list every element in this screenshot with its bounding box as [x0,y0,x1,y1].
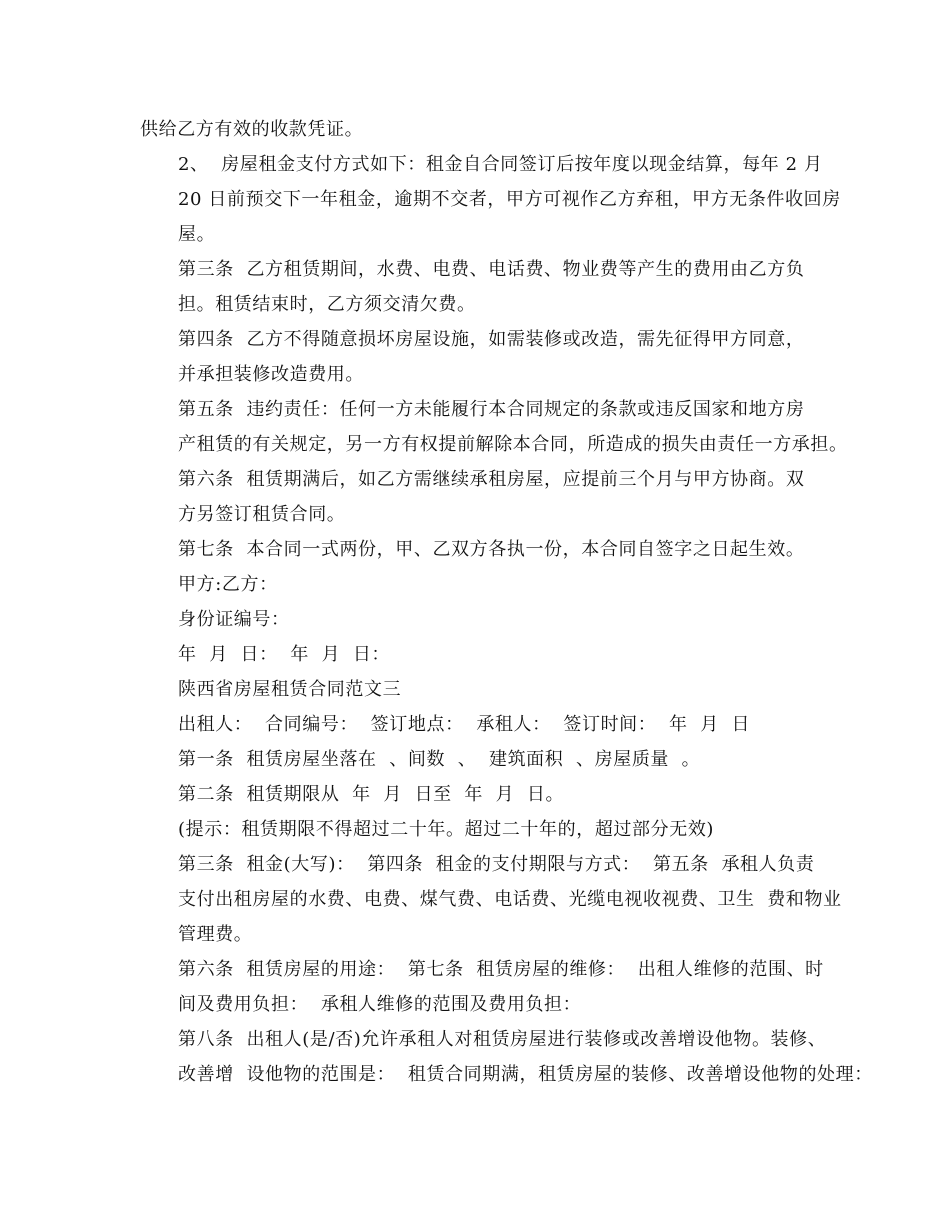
paragraph-line: 第三条 租金(大写)： 第四条 租金的支付期限与方式： 第五条 承租人负责 [178,854,815,875]
contract-paragraph [140,112,830,147]
paragraph-line: 间及费用负担： 承租人维修的范围及费用负担： [178,994,582,1015]
paragraph-line: 支付出租房屋的水费、电费、煤气费、电话费、光缆电视收视费、卫生 费和物业 [178,889,842,910]
paragraph-line: 第三条 乙方租赁期间，水费、电费、电话费、物业费等产生的费用由乙方负 [178,259,805,280]
contract-paragraph [140,812,830,847]
paragraph-line: 第四条 乙方不得随意损坏房屋设施，如需装修或改造，需先征得甲方同意， [178,329,805,350]
paragraph-line: 并承担装修改造费用。 [178,364,364,385]
contract-paragraph [140,952,830,1022]
paragraph-line: 担。租赁结束时，乙方须交清欠费。 [178,294,476,315]
contract-paragraph [140,707,830,742]
paragraph-line: 甲方:乙方： [178,574,278,595]
contract-paragraph [140,672,830,707]
paragraph-line: 第八条 出租人(是/否)允许承租人对租赁房屋进行装修或改善增设他物。装修、 [178,1029,827,1050]
contract-paragraph [140,147,841,252]
contract-paragraph [140,1022,873,1092]
contract-paragraph [140,637,830,672]
paragraph-line: 2、 房屋租金支付方式如下：租金自合同签订后按年度以现金结算，每年 2 月 [178,154,823,175]
paragraph-line: 屋。 [178,224,216,245]
paragraph-line: 产租赁的有关规定，另一方有权提前解除本合同，所造成的损失由责任一方承担。 [178,434,848,455]
contract-paragraph [140,462,830,532]
paragraph-line: 第一条 租赁房屋坐落在 、间数 、 建筑面积 、房屋质量 。 [178,749,701,770]
paragraph-line: 供给乙方有效的收款凭证。 [140,119,364,140]
contract-paragraph [140,602,830,637]
paragraph-line: 出租人： 合同编号： 签订地点： 承租人： 签订时间： 年 月 日 [178,714,751,735]
contract-paragraph [140,532,830,567]
paragraph-line: 改善增 设他物的范围是： 租赁合同期满，租赁房屋的装修、改善增设他物的处理： [178,1064,873,1085]
document-body [140,112,873,1092]
paragraph-line: 身份证编号： [178,609,290,630]
paragraph-line: 第七条 本合同一式两份，甲、乙双方各执一份，本合同自签字之日起生效。 [178,539,805,560]
contract-paragraph [140,252,830,322]
paragraph-line: 第六条 租赁期满后，如乙方需继续承租房屋，应提前三个月与甲方协商。双 [178,469,805,490]
paragraph-line: 第五条 违约责任：任何一方未能履行本合同规定的条款或违反国家和地方房 [178,399,805,420]
contract-paragraph [140,847,842,952]
paragraph-line: 陕西省房屋租赁合同范文三 [178,679,402,700]
paragraph-line: 第六条 租赁房屋的用途： 第七条 租赁房屋的维修： 出租人维修的范围、时 [178,959,824,980]
paragraph-line: 20 日前预交下一年租金，逾期不交者，甲方可视作乙方弃租，甲方无条件收回房 [178,189,841,210]
paragraph-line: 第二条 租赁期限从 年 月 日至 年 月 日。 [178,784,565,805]
contract-paragraph [140,567,830,602]
paragraph-line: 方另签订租赁合同。 [178,504,346,525]
contract-paragraph [140,742,830,777]
contract-paragraph [140,777,830,812]
contract-paragraph [140,392,848,462]
contract-paragraph [140,322,830,392]
paragraph-line: (提示：租赁期限不得超过二十年。超过二十年的，超过部分无效) [178,819,715,840]
paragraph-line: 年 月 日： 年 月 日： [178,644,391,665]
paragraph-line: 管理费。 [178,924,253,945]
